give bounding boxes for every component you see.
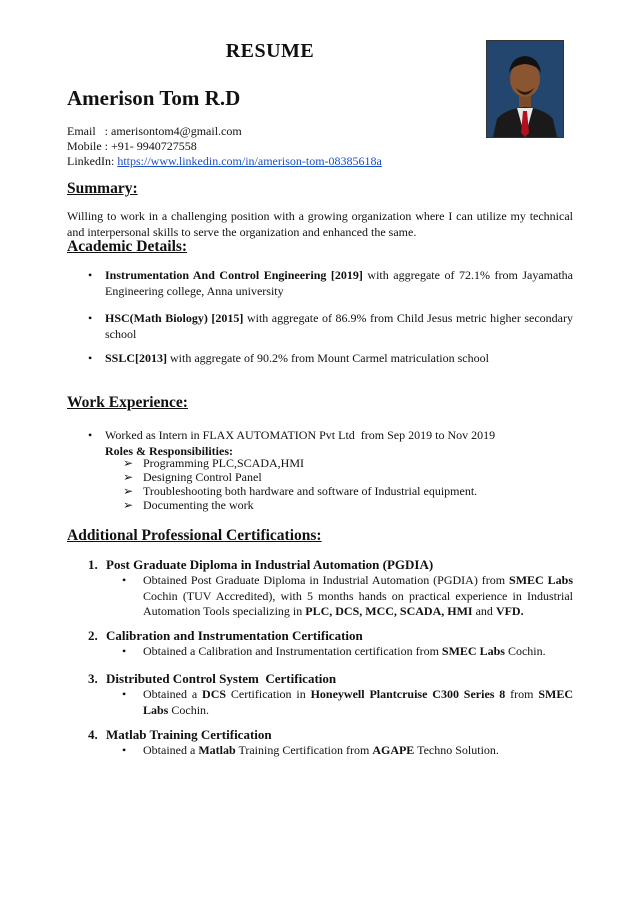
cert-text: Cochin. (504, 644, 546, 658)
cert-title-text: Post Graduate Diploma in Industrial Automation (PGDIA) (106, 557, 434, 572)
cert-bold: SMEC Labs (143, 687, 574, 717)
cert-bold: AGAPE (372, 743, 415, 757)
work-item (88, 428, 573, 459)
cert-title-text: Matlab Training Certification (106, 727, 272, 742)
summary-heading: Summary: (67, 180, 138, 197)
cert-text: Obtained a (143, 743, 199, 757)
cert-number: 3. (88, 671, 98, 686)
email-value: amerisontom4@gmail.com (111, 124, 242, 138)
candidate-name: Amerison Tom R.D (67, 86, 241, 110)
role-item (123, 470, 262, 484)
cert-title (88, 727, 573, 743)
resume-title: RESUME (225, 40, 315, 62)
cert-bold: Matlab (198, 743, 236, 757)
email-line (67, 124, 382, 139)
work-heading: Work Experience: (67, 394, 188, 411)
cert-title (88, 628, 573, 644)
academic-degree: HSC(Math Biology) [2015] (105, 311, 244, 325)
bullet-icon: • (122, 573, 127, 587)
role-text: Programming PLC,SCADA,HMI (143, 456, 305, 470)
academic-item (88, 351, 573, 367)
bullet-icon: • (122, 687, 127, 701)
academic-degree: Instrumentation And Control Engineering [2019] (105, 268, 363, 282)
mobile-line (67, 139, 382, 154)
linkedin-link[interactable]: https://www.linkedin.com/in/amerison-tom-08385618a (117, 154, 382, 168)
cert-text: Obtained Post Graduate Diploma in Industrial Automation (PGDIA) from (143, 573, 510, 587)
cert-bold: SMEC Labs (441, 644, 505, 658)
mobile-label: Mobile : (67, 139, 108, 153)
role-text: Troubleshooting both hardware and software of Industrial equipment. (143, 484, 478, 498)
academic-detail: with aggregate of 72.1% from Jayamatha Engineering college, Anna university (105, 268, 573, 298)
cert-title-text: Distributed Control System Certification (106, 671, 337, 686)
email-label: Email : (67, 124, 108, 138)
certifications-heading: Additional Professional Certifications: (67, 527, 322, 544)
bullet-icon: • (88, 311, 93, 325)
profile-photo (486, 40, 564, 138)
cert-text: Cochin (TUV Accredited), with 5 months hands on practical experience in Industrial Automation Tools specializing in (143, 588, 573, 618)
arrow-icon: ➢ (123, 470, 134, 484)
work-description: Worked as Intern in FLAX AUTOMATION Pvt Ltd from Sep 2019 to Nov 2019 (105, 428, 496, 442)
bullet-icon: • (122, 644, 127, 658)
bullet-icon: • (88, 268, 93, 282)
roles-label: Roles & Responsibilities: (105, 443, 234, 458)
mobile-value: +91- 9940727558 (111, 139, 197, 153)
cert-bold: VFD. (495, 604, 524, 618)
arrow-icon: ➢ (123, 498, 134, 512)
cert-number: 2. (88, 628, 98, 643)
academic-degree: SSLC[2013] (105, 351, 168, 365)
academic-detail: with aggregate of 86.9% from Child Jesus metric higher secondary school (105, 311, 574, 341)
role-text: Documenting the work (143, 498, 254, 512)
cert-text: from (505, 687, 539, 701)
cert-text: Techno Solution. (414, 743, 499, 757)
role-item (123, 484, 477, 498)
cert-detail (122, 743, 573, 759)
linkedin-label: LinkedIn: (67, 154, 115, 168)
cert-bold: SMEC Labs (509, 573, 574, 587)
academic-heading: Academic Details: (67, 238, 188, 255)
arrow-icon: ➢ (123, 456, 134, 470)
cert-number: 1. (88, 557, 98, 572)
cert-detail (122, 573, 573, 620)
linkedin-line (67, 154, 382, 169)
cert-bold: DCS (202, 687, 227, 701)
academic-item (88, 311, 573, 342)
cert-title-text: Calibration and Instrumentation Certification (106, 628, 363, 643)
role-item (123, 498, 254, 512)
arrow-icon: ➢ (123, 484, 134, 498)
cert-text: Certification in (226, 687, 311, 701)
bullet-icon: • (88, 351, 93, 365)
cert-text: and (472, 604, 496, 618)
cert-text: Obtained a Calibration and Instrumentation certification from (143, 644, 442, 658)
contact-block (67, 124, 382, 169)
cert-detail (122, 687, 573, 718)
cert-bold: PLC, DCS, MCC, SCADA, HMI (305, 604, 473, 618)
bullet-icon: • (88, 428, 93, 442)
academic-detail: with aggregate of 90.2% from Mount Carmel matriculation school (167, 351, 489, 365)
cert-detail (122, 644, 573, 660)
role-text: Designing Control Panel (143, 470, 262, 484)
academic-item (88, 268, 573, 299)
role-item (123, 456, 304, 470)
cert-text: Training Certification from (235, 743, 373, 757)
cert-text: Obtained a (143, 687, 203, 701)
cert-bold: Honeywell Plantcruise C300 Series 8 (310, 687, 506, 701)
cert-number: 4. (88, 727, 98, 742)
cert-text: Cochin. (168, 702, 210, 717)
cert-title (88, 671, 573, 687)
bullet-icon: • (122, 743, 127, 757)
summary-text: Willing to work in a challenging position with a growing organization where I can utilize my technical and interpersonal skills to serve the organization and enhanced the same. (67, 209, 573, 239)
cert-title (88, 557, 573, 573)
